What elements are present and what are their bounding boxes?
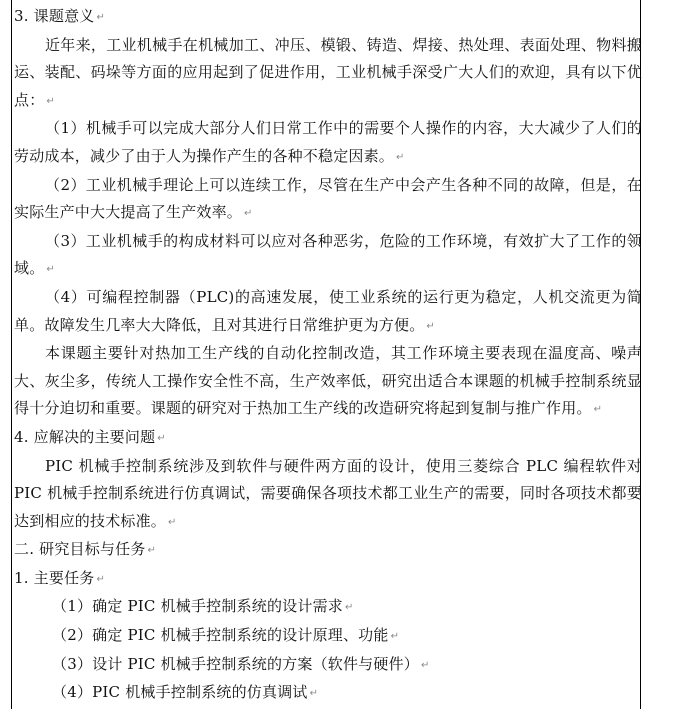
section-heading-tasks: 1. 主要任务 ↵: [14, 568, 106, 587]
paragraph-mark-icon: ↵: [147, 545, 157, 557]
paragraph-mark-icon: ↵: [96, 12, 106, 23]
advantage-item: （2）工业机械手理论上可以连续工作，尽管在生产中会产生各种不同的故障，但是，在实际生产中大大提高了生产效率。 ↵: [14, 175, 642, 222]
paragraph-mark-icon: ↵: [244, 208, 253, 220]
problems-paragraph: PIC 机械手控制系统涉及到软件与硬件两方面的设计，使用三菱综合 PLC 编程软件对 PIC 机械手控制系统进行仿真调试，需要确保各项技术都工业生产的需要，同时各项技术都要达到相应的技术标准。 ↵: [14, 456, 642, 530]
paragraph-mark-icon: ↵: [96, 573, 106, 585]
significance-intro-paragraph: 近年来，工业机械手在机械加工、冲压、模锻、铸造、焊接、热处理、表面处理、物料搬运、装配、码垛等方面的应用起到了促进作用，工业机械手深受广大人们的欢迎，具有以下优点： ↵: [14, 35, 642, 109]
paragraph-mark-icon: ↵: [46, 95, 55, 107]
paragraph-mark-icon: ↵: [420, 659, 430, 671]
section-heading-goals: 二. 研究目标与任务 ↵: [14, 540, 157, 559]
paragraph-mark-icon: ↵: [309, 688, 319, 700]
task-item: （4）PIC 机械手控制系统的仿真调试 ↵: [52, 683, 319, 702]
paragraph-mark-icon: ↵: [593, 404, 603, 416]
task-item: （1）确定 PIC 机械手控制系统的设计需求 ↵: [52, 597, 354, 616]
paragraph-mark-icon: ↵: [344, 602, 354, 614]
task-item: （2）确定 PIC 机械手控制系统的设计原理、功能 ↵: [52, 626, 400, 645]
section-heading-problems: 4. 应解决的主要问题 ↵: [14, 427, 166, 446]
paragraph-mark-icon: ↵: [396, 151, 405, 163]
paragraph-mark-icon: ↵: [168, 516, 177, 528]
advantage-item: （1）机械手可以完成大部分人们日常工作中的需要个人操作的内容，大大减少了人们的劳动成本，减少了由于人为操作产生的各种不稳定因素。 ↵: [14, 119, 642, 165]
significance-summary-paragraph: 本课题主要针对热加工生产线的自动化控制改造，其工作环境主要表现在温度高、噪声大、灰尘多，传统人工操作安全性不高，生产效率低，研究出适合本课题的机械手控制系统显得十分迫切和重要。课题的研究对于热加工生产线的改造研究将起到复制与推广作用。 ↵: [14, 344, 642, 418]
document-body: [14, 3, 642, 708]
advantage-item: （4）可编程控制器（PLC)的高速发展，使工业系统的运行更为稳定，人机交流更为简单。故障发生几率大大降低，且对其进行日常维护更为方便。 ↵: [14, 287, 642, 334]
paragraph-mark-icon: ↵: [390, 631, 400, 643]
paragraph-mark-icon: ↵: [46, 264, 55, 276]
paragraph-mark-icon: ↵: [157, 432, 166, 444]
task-item: （3）设计 PIC 机械手控制系统的方案（软件与硬件） ↵: [52, 654, 430, 673]
paragraph-mark-icon: ↵: [426, 320, 435, 332]
advantage-item: （3）工业机械手的构成材料可以应对各种恶劣，危险的工作环境，有效扩大了工作的领域。 ↵: [14, 231, 642, 278]
section-heading-significance: 3. 课题意义 ↵: [14, 7, 106, 25]
